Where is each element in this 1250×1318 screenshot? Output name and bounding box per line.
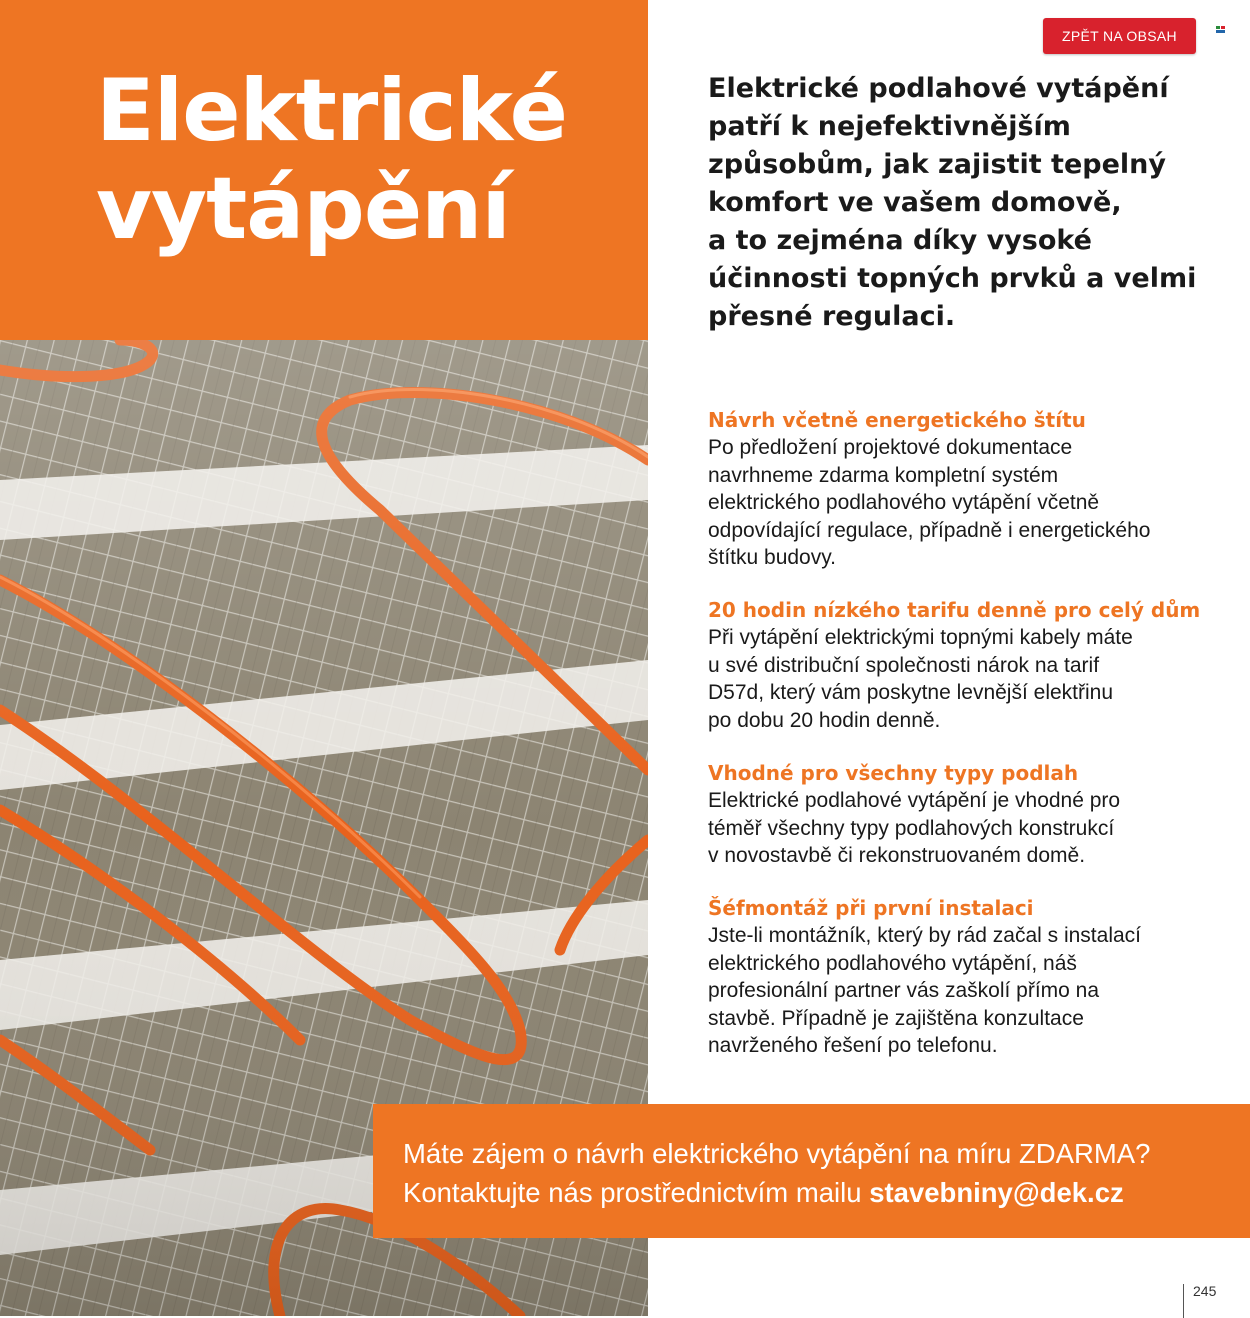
section-heading: Šéfmontáž při první instalaci xyxy=(708,896,1034,920)
section-floor-types xyxy=(708,760,1228,870)
section-line: po dobu 20 hodin denně. xyxy=(708,708,941,732)
section-heading: Návrh včetně energetického štítu xyxy=(708,408,1086,432)
section-body xyxy=(708,787,1228,870)
section-line: profesionální partner vás zaškolí přímo na xyxy=(708,979,1100,1002)
section-line: navrhneme zdarma kompletní systém xyxy=(708,463,1059,487)
section-body xyxy=(708,434,1228,572)
dek-logo-icon xyxy=(1216,26,1225,33)
section-heading: Vhodné pro všechny typy podlah xyxy=(708,761,1079,785)
cta-contact-text: Kontaktujte nás prostřednictvím mailu xyxy=(403,1177,870,1208)
title-block xyxy=(0,0,648,340)
cta-contact xyxy=(403,1176,1124,1210)
back-to-contents-button[interactable]: ZPĚT NA OBSAH xyxy=(1043,18,1196,54)
intro-text xyxy=(708,70,1228,336)
section-line: u své distribuční společnosti nárok na tarif xyxy=(708,653,1100,677)
page-title xyxy=(96,62,567,258)
email-link[interactable]: stavebniny@dek.cz xyxy=(869,1177,1124,1208)
section-line: Elektrické podlahové vytápění je vhodné pro xyxy=(708,789,1121,812)
section-line: téměř všechny typy podlahových konstrukcí xyxy=(708,816,1115,840)
section-body xyxy=(708,922,1228,1060)
section-heading: 20 hodin nízkého tarifu denně pro celý dům xyxy=(708,598,1201,622)
section-installation xyxy=(708,895,1228,1060)
section-line: štítku budovy. xyxy=(708,546,837,569)
section-line: Při vytápění elektrickými topnými kabely máte xyxy=(708,626,1133,649)
section-line: v novostavbě či rekonstruovaném domě. xyxy=(708,844,1086,867)
section-line: navrženého řešení po telefonu. xyxy=(708,1034,998,1057)
intro-line: způsobům, jak zajistit tepelný xyxy=(708,149,1166,180)
intro-line: Elektrické podlahové vytápění xyxy=(708,73,1169,104)
intro-line: účinnosti topných prvků a velmi xyxy=(708,263,1197,294)
title-line: vytápění xyxy=(96,159,510,259)
cta-banner xyxy=(373,1104,1250,1238)
cta-question: Máte zájem o návrh elektrického vytápění na míru ZDARMA? xyxy=(403,1138,1151,1169)
section-line: elektrického podlahového vytápění včetně xyxy=(708,491,1100,514)
intro-line: a to zejména díky vysoké xyxy=(708,225,1092,256)
section-low-tariff xyxy=(708,597,1228,734)
intro-line: komfort ve vašem domově, xyxy=(708,187,1122,218)
page-number: 245 xyxy=(1183,1284,1216,1318)
section-line: odpovídající regulace, případně i energetického xyxy=(708,518,1151,542)
intro-line: přesné regulaci. xyxy=(708,301,956,332)
title-line: Elektrické xyxy=(96,61,567,161)
section-line: elektrického podlahového vytápění, náš xyxy=(708,951,1077,975)
section-line: Po předložení projektové dokumentace xyxy=(708,436,1073,459)
intro-line: patří k nejefektivnějším xyxy=(708,111,1071,142)
section-line: Jste-li montážník, který by rád začal s instalací xyxy=(708,924,1141,947)
section-energy-label xyxy=(708,407,1228,572)
section-body xyxy=(708,624,1228,734)
section-line: stavbě. Případně je zajištěna konzultace xyxy=(708,1006,1084,1030)
section-line: D57d, který vám poskytne levnější elektřinu xyxy=(708,681,1114,704)
